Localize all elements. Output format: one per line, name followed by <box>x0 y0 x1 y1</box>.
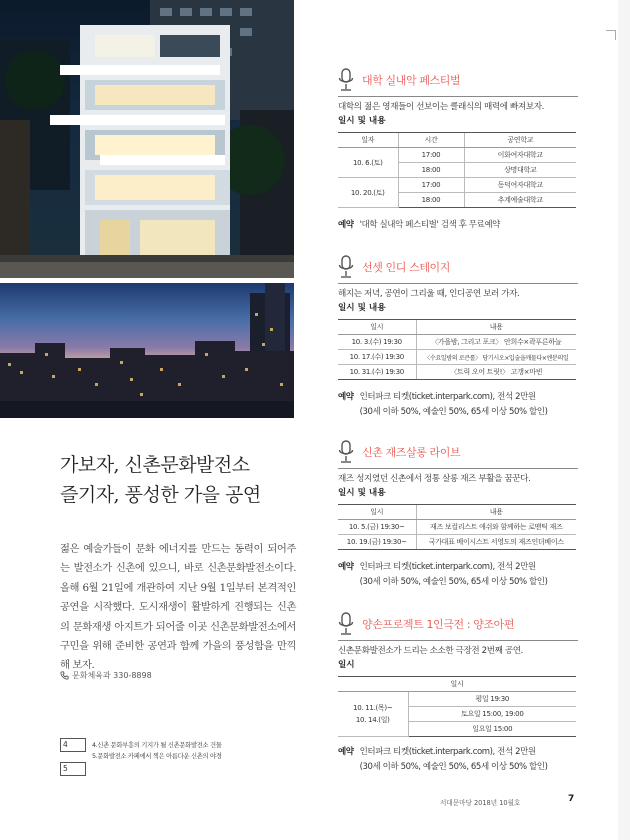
festival-reservation <box>338 218 586 233</box>
indie-label: 일시 및 내용 <box>338 303 386 313</box>
yangson-time: 일요일 15:00 <box>408 722 576 737</box>
festival-divider <box>338 96 578 97</box>
yangson-time: 평일 19:30 <box>408 692 576 707</box>
festival-time: 18:00 <box>398 163 464 178</box>
indie-content: 〈수요일밤의 로큰롤〉 당기시오×입술을깨물다×엔분의일 <box>416 350 576 365</box>
microphone-icon <box>338 612 354 636</box>
festival-date-2: 10. 20.(토) <box>338 178 398 208</box>
festival-resv-label: 예약 <box>338 220 354 230</box>
yangson-title: 양손프로젝트 1인극전 : 양조아편 <box>362 618 515 631</box>
jazz-label: 일시 및 내용 <box>338 488 386 498</box>
indie-resv-label: 예약 <box>338 392 354 402</box>
jazz-resv-line1: 인터파크 티켓(ticket.interpark.com), 전석 2만원 <box>359 562 536 572</box>
building-illustration <box>0 0 294 278</box>
yangson-resv-line2: (30세 이하 50%, 예술인 50%, 65세 이상 50% 할인) <box>359 762 548 772</box>
indie-date: 10. 17.(수) 19:30 <box>338 350 416 365</box>
caption-box-4: 4 <box>60 738 86 752</box>
indie-divider <box>338 283 578 284</box>
festival-time: 18:00 <box>398 193 464 208</box>
jazz-section <box>338 440 586 590</box>
caption-5: 5.문화발전소 카페에서 찍은 아름다운 신촌의 야경 <box>92 753 222 760</box>
jazz-header <box>338 440 586 464</box>
indie-desc: 해지는 저녁, 공연이 그리울 때, 인디공연 보러 가자. <box>338 289 520 299</box>
festival-th-time: 시간 <box>398 133 464 148</box>
indie-th-content: 내용 <box>416 320 576 335</box>
table-row <box>338 520 576 535</box>
microphone-icon <box>338 68 354 92</box>
microphone-icon <box>338 440 354 464</box>
page-number: 7 <box>568 794 575 804</box>
night-view-photo <box>0 283 294 418</box>
festival-header <box>338 68 586 92</box>
jazz-date: 10. 19.(금) 19:30~ <box>338 535 416 550</box>
festival-resv-text: '대학 실내악 페스티벌' 검색 후 무료예약 <box>359 220 500 230</box>
article-title <box>60 450 300 510</box>
jazz-title: 신촌 재즈살롱 라이브 <box>362 446 461 459</box>
festival-school: 상명대학교 <box>464 163 576 178</box>
table-row <box>338 148 576 163</box>
festival-time: 17:00 <box>398 148 464 163</box>
indie-content: 〈트릭 오어 트릿!〉 고갱×마빈 <box>416 365 576 380</box>
festival-section <box>338 68 586 233</box>
footer-text: 서대문마당 2018년 10월호 <box>440 799 521 807</box>
caption-list <box>92 740 222 762</box>
table-row <box>338 350 576 365</box>
night-view-illustration <box>0 283 294 418</box>
jazz-table <box>338 504 576 550</box>
jazz-resv-label: 예약 <box>338 562 354 572</box>
indie-date: 10. 31.(수) 19:30 <box>338 365 416 380</box>
festival-th-school: 공연학교 <box>464 133 576 148</box>
table-row <box>338 335 576 350</box>
yangson-label: 일시 <box>338 660 355 670</box>
yangson-date-line2: 10. 14.(일) <box>355 716 390 724</box>
table-row <box>338 692 576 707</box>
jazz-desc: 재즈 성지였던 신촌에서 정통 살롱 재즈 부활을 꿈꾼다. <box>338 474 531 484</box>
table-row <box>338 535 576 550</box>
title-line-2: 즐기자, 풍성한 가을 공연 <box>60 484 261 506</box>
intro-paragraph: 젊은 예술가들이 문화 에너지를 만드는 동력이 되어주는 발전소가 신촌에 있으니, 바로 신촌문화발전소이다. 올해 6월 21일에 개관하여 지난 9월 1일부터 본격적인 공연을 시작했다. 도시재생이 활발하게 진행되는 신촌의 문화재생 아지트가 되어줄 이곳 신촌문화발전소에서 구민을 위해 준비한 공연과 함께 가을의 풍성함을 만끽해 보자. <box>60 543 296 672</box>
yangson-desc: 신촌문화발전소가 드리는 소소한 극장전 2번째 공연. <box>338 646 523 656</box>
microphone-icon <box>338 255 354 279</box>
jazz-th-date: 일시 <box>338 505 416 520</box>
yangson-date <box>338 692 408 737</box>
contact-info <box>60 670 152 681</box>
festival-school: 추계예술대학교 <box>464 193 576 208</box>
festival-date-1: 10. 6.(토) <box>338 148 398 178</box>
yangson-divider <box>338 640 578 641</box>
festival-title: 대학 실내악 페스티벌 <box>362 74 461 87</box>
table-row <box>338 178 576 193</box>
yangson-resv-label: 예약 <box>338 747 354 757</box>
festival-table <box>338 132 576 208</box>
crop-mark <box>606 30 616 40</box>
indie-date: 10. 3.(수) 19:30 <box>338 335 416 350</box>
yangson-time: 토요일 15:00, 19:00 <box>408 707 576 722</box>
jazz-content: 재즈 보컬리스트 애쉬와 함께하는 로맨틱 재즈 <box>416 520 576 535</box>
building-photo <box>0 0 294 278</box>
yangson-date-line1: 10. 11.(목)~ <box>353 704 393 712</box>
yangson-reservation <box>338 745 586 775</box>
title-line-1: 가보자, 신촌문화발전소 <box>60 454 250 476</box>
contact-text: 문화체육과 330-8898 <box>72 671 152 680</box>
jazz-reservation <box>338 560 586 590</box>
indie-header <box>338 255 586 279</box>
yangson-section <box>338 612 586 775</box>
phone-icon <box>60 671 69 680</box>
jazz-divider <box>338 468 578 469</box>
festival-school: 이화여자대학교 <box>464 148 576 163</box>
indie-content: 〈가을밤, 그리고 포크〉 안희수×곽푸른하늘 <box>416 335 576 350</box>
jazz-th-content: 내용 <box>416 505 576 520</box>
indie-reservation <box>338 390 586 420</box>
jazz-date: 10. 5.(금) 19:30~ <box>338 520 416 535</box>
festival-label: 일시 및 내용 <box>338 116 386 126</box>
indie-title: 선셋 인디 스테이지 <box>362 261 451 274</box>
table-row <box>338 365 576 380</box>
caption-4: 4.신촌 문화부흥의 기지가 될 신촌문화발전소 건물 <box>92 742 222 749</box>
yangson-table <box>338 676 576 737</box>
indie-resv-line1: 인터파크 티켓(ticket.interpark.com), 전석 2만원 <box>359 392 536 402</box>
indie-table <box>338 319 576 380</box>
festival-school: 동덕여자대학교 <box>464 178 576 193</box>
yangson-resv-line1: 인터파크 티켓(ticket.interpark.com), 전석 2만원 <box>359 747 536 757</box>
jazz-content: 국가대표 베이시스트 서영도의 재즈인더베이스 <box>416 535 576 550</box>
yangson-header <box>338 612 586 636</box>
festival-time: 17:00 <box>398 178 464 193</box>
indie-resv-line2: (30세 이하 50%, 예술인 50%, 65세 이상 50% 할인) <box>359 407 548 417</box>
indie-th-date: 일시 <box>338 320 416 335</box>
festival-th-date: 일자 <box>338 133 398 148</box>
festival-desc: 대학의 젊은 영재들이 선보이는 클래식의 매력에 빠져보자. <box>338 102 544 112</box>
yangson-th: 일시 <box>338 677 576 692</box>
indie-section <box>338 255 586 420</box>
caption-box-5: 5 <box>60 762 86 776</box>
page-edge <box>618 0 630 840</box>
jazz-resv-line2: (30세 이하 50%, 예술인 50%, 65세 이상 50% 할인) <box>359 577 548 587</box>
